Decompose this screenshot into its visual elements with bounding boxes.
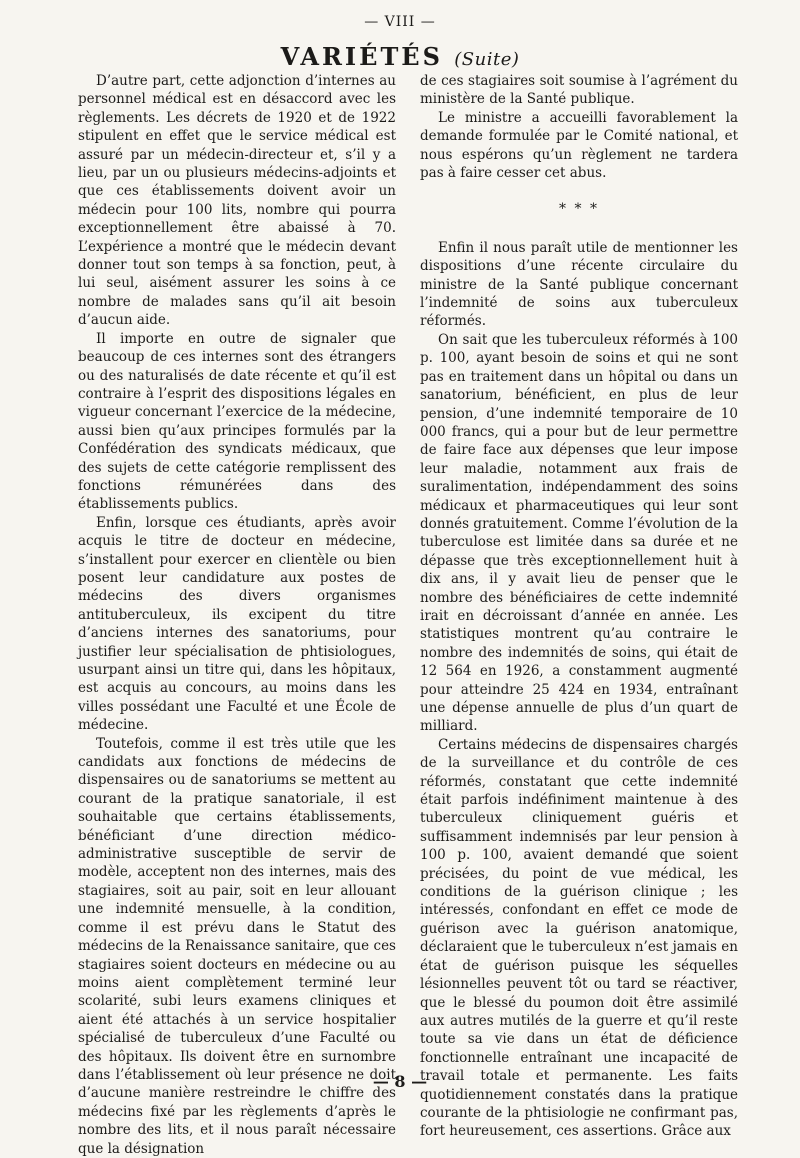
paragraph: D’autre part, cette adjonction d’internes au personnel médical est en désaccord avec les règlements. Les décrets de 1920 et de 1922 stipulent en effet que le service médical est assuré par un médecin-directeur et, s’il y a lieu, par un ou plusieurs médecins-adjoints et que ces établissements doivent avoir un médecin pour 100 lits, nombre qui pourra exceptionnellement être abaissé à 70. L’expérience a montré que le médecin devant donner tout son temps à sa fonction, peut, à lui seul, aisément assurer les soins à ce nombre de malades sans qu’il ait besoin d’aucun aide.: [78, 73, 396, 329]
paragraph: Le ministre a accueilli favorablement la demande formulée par le Comité national, et nous espérons qu’un règlement ne tardera pas à faire cesser cet abus.: [420, 109, 738, 182]
paragraph: de ces stagiaires soit soumise à l’agrément du ministère de la Santé publique.: [420, 73, 738, 108]
paragraph: Il importe en outre de signaler que beaucoup de ces internes sont des étrangers ou des naturalisés de date récente et qu’il est contraire à l’esprit des dispositions légales en vigueur concernant l’exercice de la médecine, aussi bien qu’aux principes formulés par la Confédération des syndicats médicaux, que des sujets de cette catégorie remplissent des fonctions rémunérées dans des établissements publics.: [78, 330, 396, 513]
paragraph: Enfin il nous paraît utile de mentionner les dispositions d’une récente circulaire du ministre de la Santé publique concernant l’indemnité de soins aux tuberculeux réformés.: [420, 239, 738, 330]
left-column: [78, 72, 396, 1158]
section-separator: * * *: [559, 201, 599, 218]
right-column: [420, 72, 738, 1141]
page-number: — 8 —: [372, 1072, 428, 1091]
paragraph: Toutefois, comme il est très utile que les candidats aux fonctions de médecins de dispensaires ou de sanatoriums se mettent au courant de la pratique sanatoriale, il est souhaitable que certains établissements, bénéficiant d’une direction médico-administrative susceptible de servir de modèle, acceptent non des internes, mais des stagiaires, soit au pair, soit en leur allouant une indemnité mensuelle, à la condition, comme il est prévu dans le Statut des médecins de la Renaissance sanitaire, que ces stagiaires soient docteurs en médecine ou au moins aient complètement terminé leur scolarité, subi leurs examens cliniques et aient été attachés à un service hospitalier spécialisé de tuberculeux d’une Faculté ou des hôpitaux. Ils doivent être en surnombre dans l’établissement où leur présence ne doit d’aucune manière restreindre le chiffre des médecins fixé par les règlements d’après le nombre des lits, et il nous paraît nécessaire que la désignation: [78, 735, 396, 1157]
paragraph: Enfin, lorsque ces étudiants, après avoir acquis le titre de docteur en médecine, s’installent pour exercer en clientèle ou bien posent leur candidature aux postes de médecins des divers organismes antituberculeux, ils excipent du titre d’anciens internes des sanatoriums, pour justifier leur spécialisation de phtisiologues, usurpant ainsi un titre qui, dans les hôpitaux, est acquis au concours, au moins dans les villes possédant une Faculté et une École de médecine.: [78, 514, 396, 734]
section-title: VARIÉTÉS: [280, 42, 443, 71]
paragraph: On sait que les tuberculeux réformés à 100 p. 100, ayant besoin de soins et qui ne sont pas en traitement dans un hôpital ou dans un sanatorium, bénéficient, en plus de leur pension, d’une indemnité temporaire de 10 000 francs, qui a pour but de leur permettre de faire face aux dépenses que leur impose leur maladie, notamment aux frais de suralimentation, indépendamment des soins médicaux et pharmaceutiques qui leur sont donnés gratuitement. Comme l’évolution de la tuberculose est limitée dans sa durée et ne dépasse que très exceptionnellement huit à dix ans, il y avait lieu de penser que le nombre des bénéficiaires de cette indemnité irait en décroissant d’année en année. Les statistiques montrent qu’au contraire le nombre des indemnités de soins, qui était de 12 564 en 1926, a constamment augmenté pour atteindre 25 424 en 1934, entraînant une dépense annuelle de plus d’un quart de milliard.: [420, 331, 738, 735]
section-heading: [0, 42, 800, 71]
page-number-roman: — VIII —: [364, 14, 436, 30]
paragraph: Certains médecins de dispensaires chargés de la surveillance et du contrôle de ces réformés, constatant que cette indemnité était parfois indéfiniment maintenue à des tuberculeux cliniquement guéris et suffisamment indemnisés par leur pension à 100 p. 100, avaient demandé que soient précisées, du point de vue médical, les conditions de la guérison clinique ; les intéressés, confondant en effet ce mode de guérison avec la guérison anatomique, déclaraient que le tuberculeux n’est jamais en état de guérison puisque les séquelles lésionnelles peuvent tôt ou tard se réactiver, que le blessé du poumon doit être assimilé aux autres mutilés de la guerre et qu’il reste toute sa vie dans un état de déficience fonctionnelle entraînant une incapacité de travail totale et permanente. Les faits quotidiennement constatés dans la pratique courante de la phtisiologie ne confirmant pas, fort heureusement, ces assertions. Grâce aux: [420, 736, 738, 1140]
section-subtitle: (Suite): [454, 49, 520, 70]
